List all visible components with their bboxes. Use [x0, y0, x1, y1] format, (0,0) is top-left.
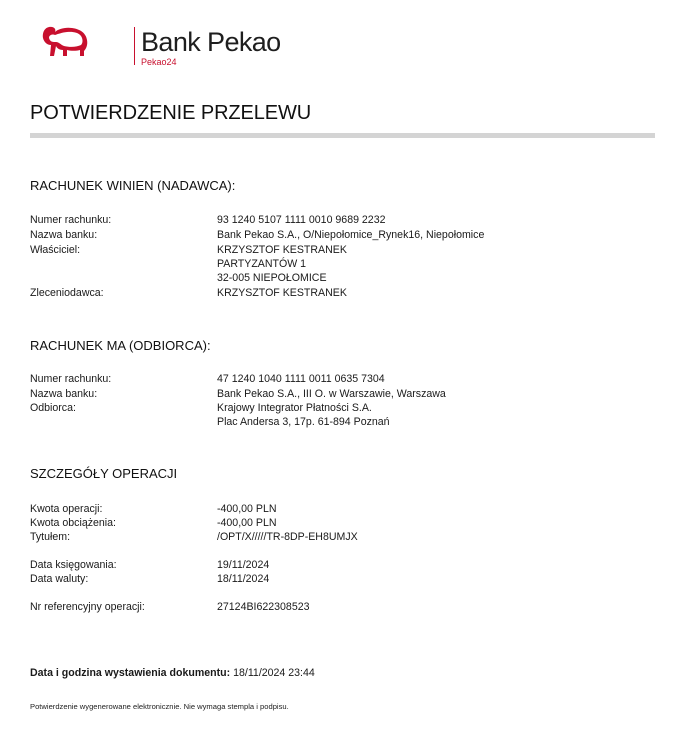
field-label: Kwota obciążenia: — [30, 517, 116, 529]
owner-line: KRZYSZTOF KESTRANEK — [217, 244, 347, 256]
details-heading: SZCZEGÓŁY OPERACJI — [30, 466, 178, 481]
recipient-line: Plac Andersa 3, 17p. 61-894 Poznań — [217, 416, 390, 428]
field-label: Data waluty: — [30, 573, 89, 585]
issued-line — [30, 667, 315, 679]
recipient-heading: RACHUNEK MA (ODBIORCA): — [30, 338, 211, 353]
service-name: Pekao24 — [141, 57, 177, 67]
field-label: Właściciel: — [30, 244, 81, 256]
value-date: 18/11/2024 — [217, 573, 270, 585]
field-label: Kwota operacji: — [30, 503, 103, 515]
issued-label: Data i godzina wystawienia dokumentu: — [30, 667, 231, 679]
field-label: Nr referencyjny operacji: — [30, 601, 145, 613]
issued-datetime: 18/11/2024 23:44 — [233, 667, 315, 679]
bison-logo-icon — [40, 24, 90, 58]
field-label: Data księgowania: — [30, 559, 117, 571]
charge-amount: -400,00 PLN — [217, 517, 277, 529]
field-label: Nazwa banku: — [30, 388, 98, 400]
bank-name: Bank Pekao — [141, 27, 281, 57]
recipient-line: Krajowy Integrator Płatności S.A. — [217, 402, 372, 414]
document-title: POTWIERDZENIE PRZELEWU — [30, 102, 312, 124]
owner-line: 32-005 NIEPOŁOMICE — [217, 272, 327, 284]
sender-heading: RACHUNEK WINIEN (NADAWCA): — [30, 178, 236, 193]
field-label: Zleceniodawca: — [30, 287, 104, 299]
recipient-address — [217, 401, 390, 429]
logo-divider — [134, 27, 135, 65]
transfer-title: /OPT/X/////TR-8DP-EH8UMJX — [217, 531, 358, 543]
owner-line: PARTYZANTÓW 1 — [217, 258, 307, 270]
reference-number: 27124BI622308523 — [217, 601, 310, 613]
sender-orderer-name: KRZYSZTOF KESTRANEK — [217, 287, 347, 299]
field-label: Nazwa banku: — [30, 229, 98, 241]
field-label: Numer rachunku: — [30, 214, 112, 226]
field-label: Tytułem: — [30, 531, 71, 543]
recipient-account-number: 47 1240 1040 1111 0011 0635 7304 — [217, 373, 385, 385]
field-label: Numer rachunku: — [30, 373, 112, 385]
recipient-bank-name: Bank Pekao S.A., III O. w Warszawie, Warszawa — [217, 388, 446, 400]
sender-owner-address — [217, 243, 347, 285]
sender-bank-name: Bank Pekao S.A., O/Niepołomice_Rynek16, Niepołomice — [217, 229, 485, 241]
title-divider — [30, 133, 655, 138]
field-label: Odbiorca: — [30, 402, 76, 414]
operation-amount: -400,00 PLN — [217, 503, 277, 515]
footer-note: Potwierdzenie wygenerowane elektronicznie. Nie wymaga stempla i podpisu. — [30, 702, 289, 711]
booking-date: 19/11/2024 — [217, 559, 270, 571]
sender-account-number: 93 1240 5107 1111 0010 9689 2232 — [217, 214, 386, 226]
